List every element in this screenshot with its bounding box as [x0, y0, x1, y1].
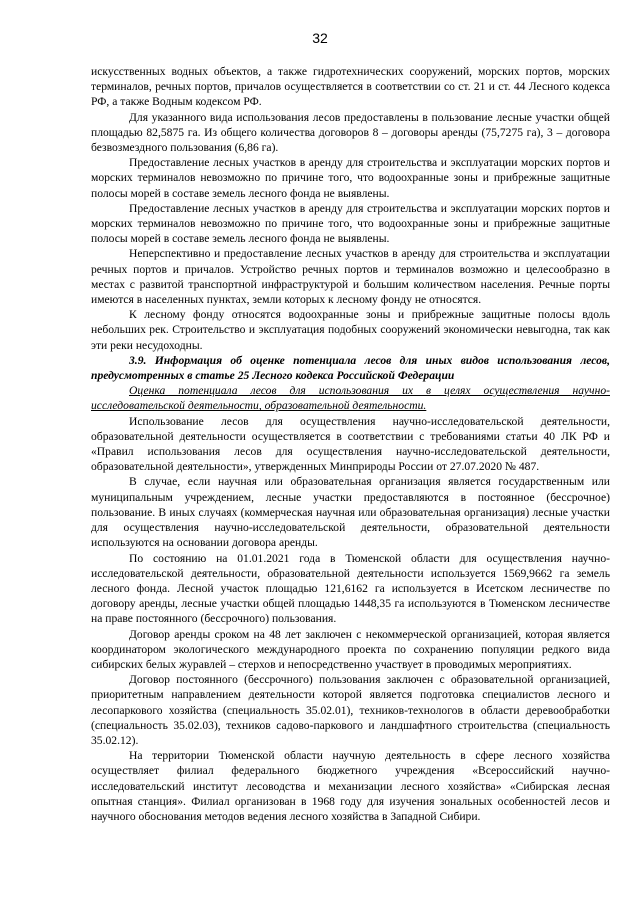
paragraph: По состоянию на 01.01.2021 года в Тюменской области для осуществления научно-исследовательской деятельности, образовательной деятельности используется 1569,9662 га земель лесного фонда. Лесной участок площадью 121,6162 га используется в Исетском лесничестве по договору аренды, лесные участки общей площадью 1448,35 га используются в Тюменском лесничестве на праве постоянного (бессрочного) пользования. — [91, 551, 610, 626]
paragraph: Для указанного вида использования лесов предоставлены в пользование лесные участки общей площадью 82,5875 га. Из общего количества договоров 8 – договоры аренды (75,7275 га), 3 – договора безвозмездного пользования (6,86 га). — [91, 110, 610, 155]
paragraph: На территории Тюменской области научную деятельность в сфере лесного хозяйства осуществляет филиал федерального бюджетного учреждения «Всероссийский научно-исследовательский институт лесоводства и механизации лесного хозяйства» «Сибирская лесная опытная станция». Филиал организован в 1968 году для изучения зональных особенностей лесов и научного обоснования методов ведения лесного хозяйства в Западной Сибири. — [91, 749, 610, 823]
paragraph: Договор аренды сроком на 48 лет заключен с некоммерческой организацией, которая является координатором экологического международного проекта по сохранению популяции редкого вида сибирских белых журавлей – стерхов и непосредственно участвует в проводимых мероприятиях. — [91, 627, 610, 671]
paragraph: Неперспективно и предоставление лесных участков в аренду для строительства и эксплуатации речных портов и причалов. Устройство речных портов и терминалов возможно и целесообразно в местах с развитой транспортной инфраструктурой и большим количеством населения. Речные порты имеются в населенных пунктах, земли которых к лесному фонду не относятся. — [91, 247, 610, 307]
page-number: 32 — [312, 30, 328, 46]
section-heading: 3.9. Информация об оценке потенциала лесов для иных видов использования лесов, предусмотренных в статье 25 Лесного кодекса Российской Федерации — [91, 353, 610, 383]
paragraph: Договор постоянного (бессрочного) пользования заключен с образовательной организацией, приоритетным направлением деятельности которой является подготовка специалистов лесного и лесопаркового хозяйства (специальность 35.02.01), техников-технологов в области деревообработки (специальность 35.02.03), техников садово-паркового и ландшафтного строительства (специальность 35.02.12). — [91, 673, 610, 747]
paragraph: К лесному фонду относятся водоохранные зоны и прибрежные защитные полосы вдоль небольших рек. Строительство и эксплуатация подобных сооружений экономически невыгодна, так как эти реки несудоходны. — [91, 308, 610, 352]
paragraph: Предоставление лесных участков в аренду для строительства и эксплуатации морских портов и морских терминалов невозможно по причине того, что водоохранные зоны и прибрежные защитные полосы морей в составе земель лесного фонда не выявлены. — [91, 201, 610, 246]
paragraph: Использование лесов для осуществления научно-исследовательской деятельности, образовательной деятельности осуществляется в соответствии с требованиями статьи 40 ЛК РФ и «Правил использования лесов для осуществления научно-исследовательской деятельности, образовательной деятельности», утвержденных Минприроды России от 27.07.2020 № 487. — [91, 414, 610, 474]
document-body — [91, 64, 610, 824]
section-subheading: Оценка потенциала лесов для использования их в целях осуществления научно-исследовательской деятельности, образовательной деятельности. — [91, 384, 610, 413]
paragraph: искусственных водных объектов, а также гидротехнических сооружений, морских портов, морских терминалов, речных портов, причалов осуществляется в соответствии со ст. 21 и ст. 44 Лесного кодекса РФ, а также Водным кодексом РФ. — [91, 65, 610, 109]
paragraph: В случае, если научная или образовательная организация является государственным или муниципальным учреждением, лесные участки предоставляются в постоянное (бессрочное) пользование. В иных случаях (коммерческая научная или образовательная организация) лесные участки для осуществления научно-исследовательской деятельности, образовательной деятельности используются на основании договора аренды. — [91, 475, 610, 550]
paragraph: Предоставление лесных участков в аренду для строительства и эксплуатации морских портов и морских терминалов невозможно по причине того, что водоохранные зоны и прибрежные защитные полосы морей в составе земель лесного фонда не выявлены. — [91, 156, 610, 200]
